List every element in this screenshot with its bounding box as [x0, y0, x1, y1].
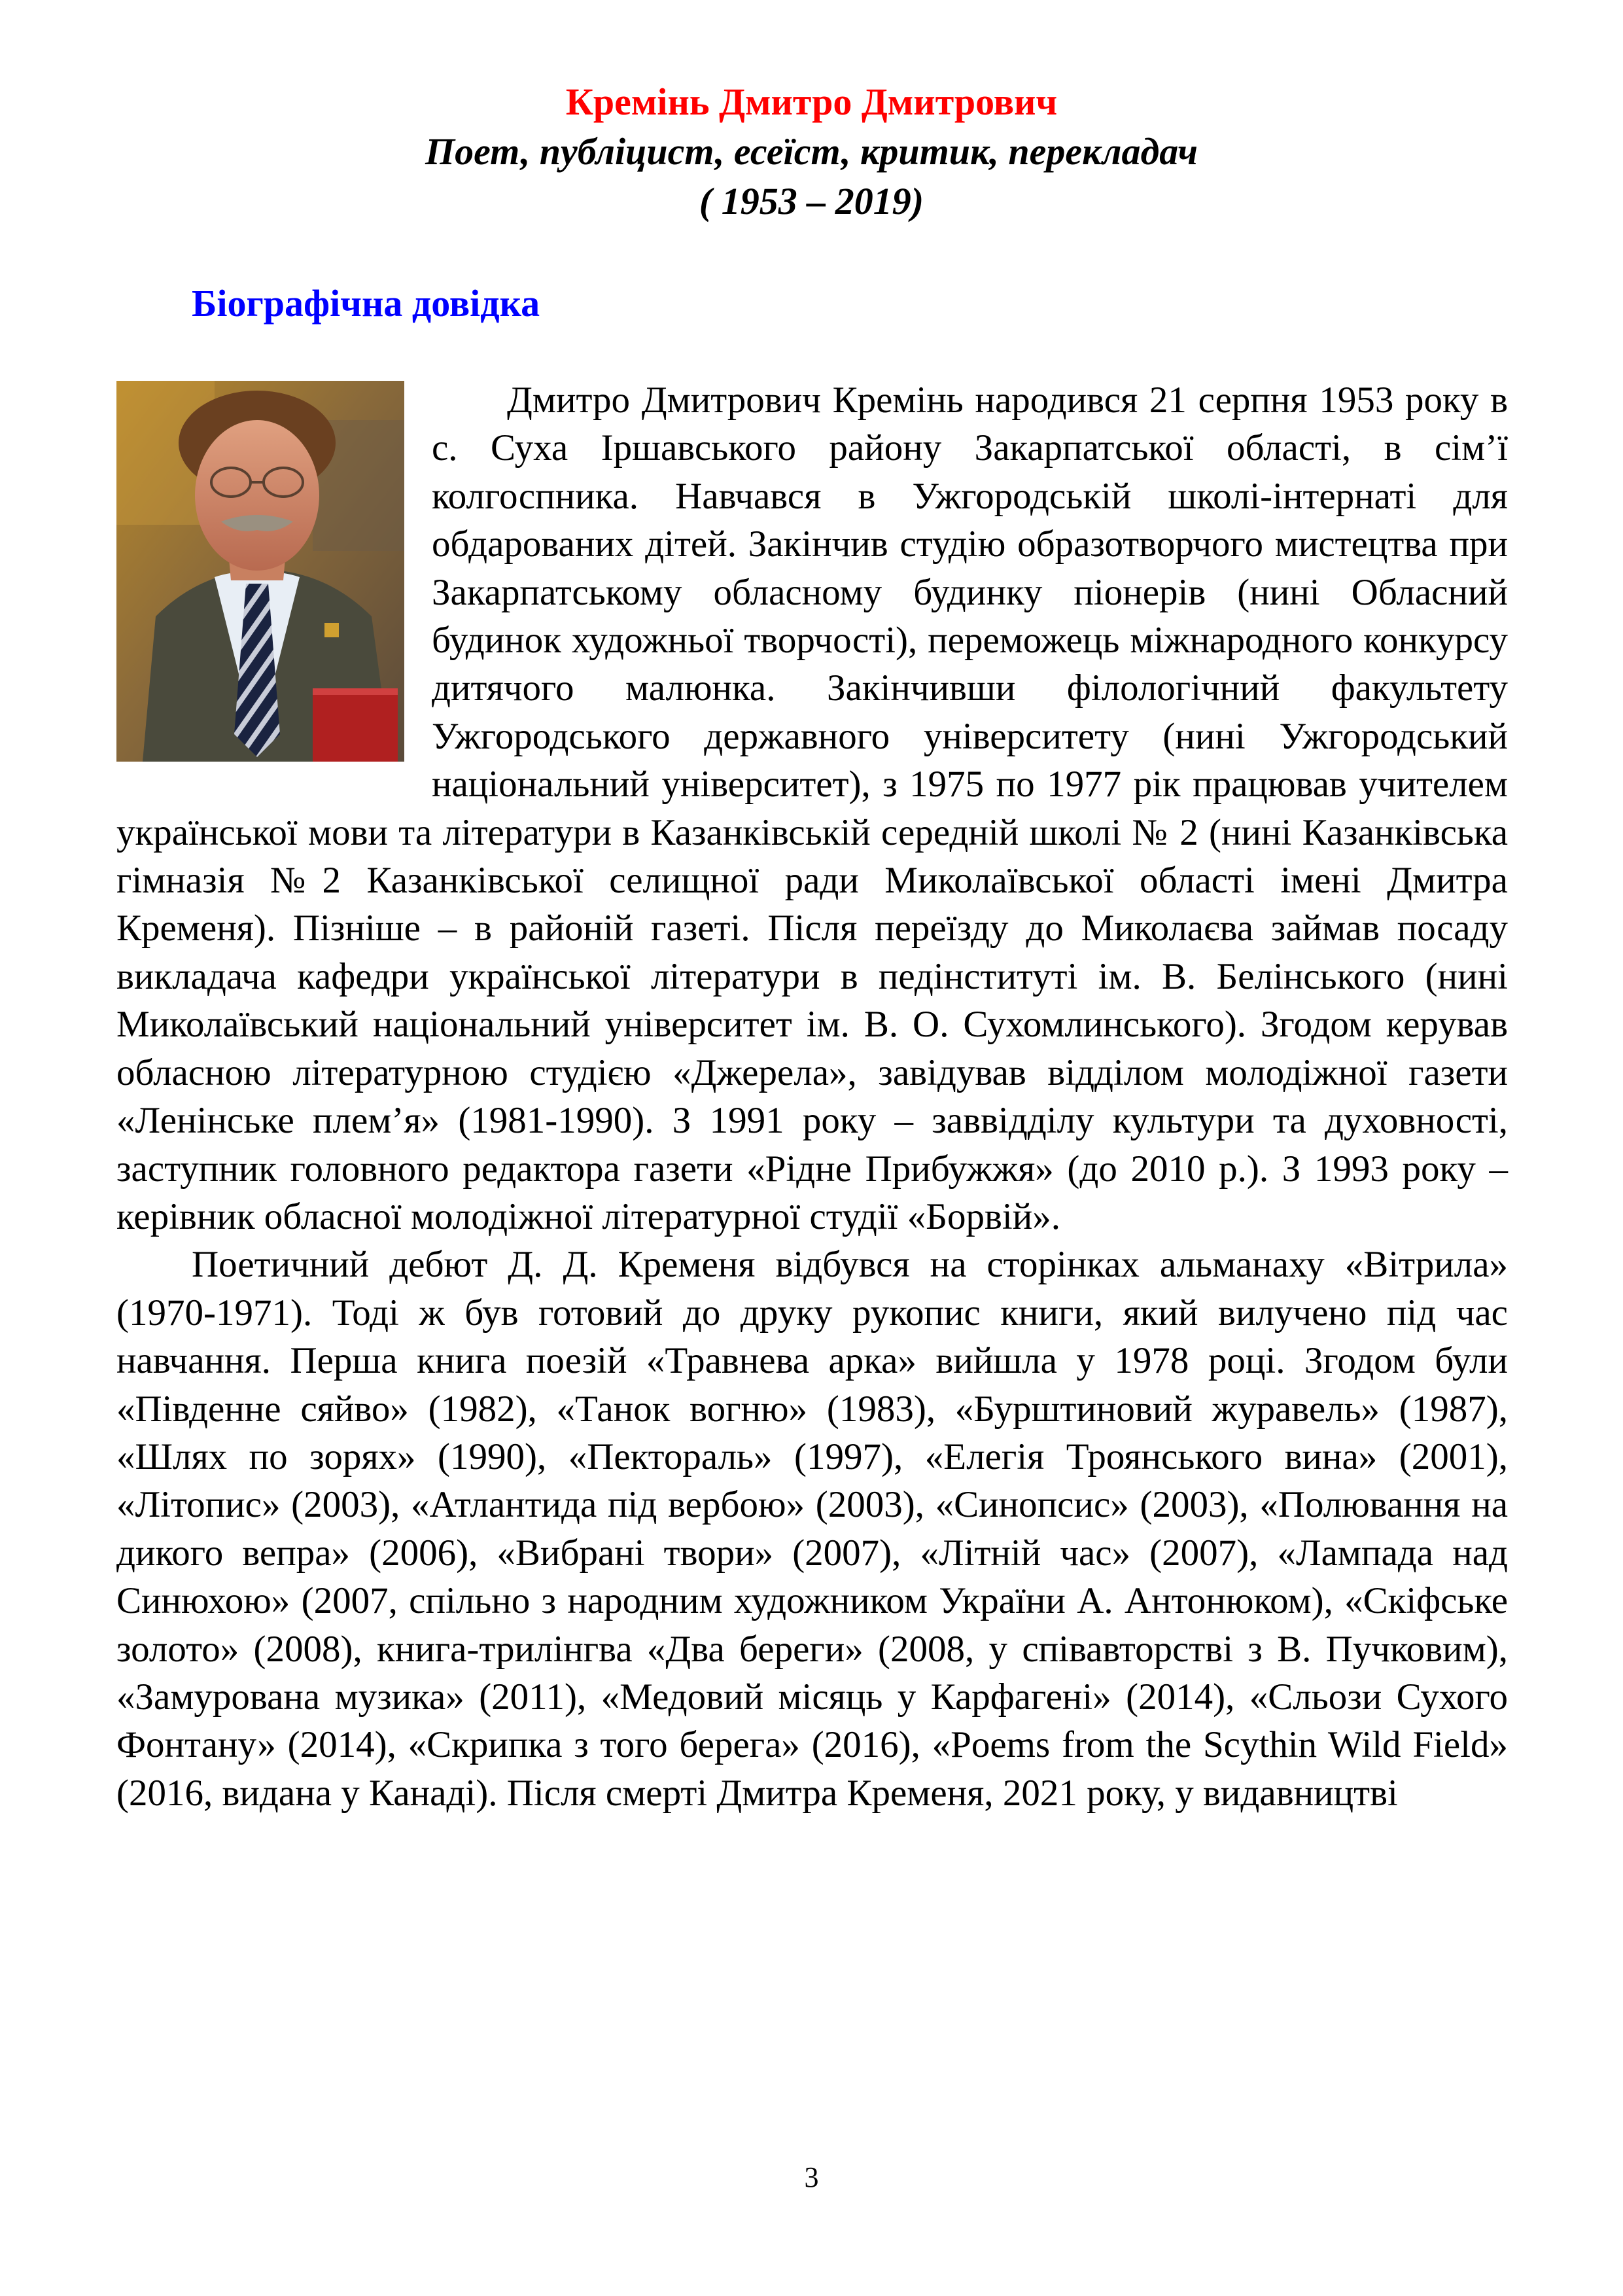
page-number: 3 — [804, 2161, 819, 2193]
author-years: ( 1953 – 2019) — [699, 180, 924, 222]
author-role: Поет, публіцист, есеїст, критик, перекладач — [425, 130, 1198, 173]
section-heading: Біографічна довідка — [192, 282, 540, 325]
paragraph-works: Поетичний дебют Д. Д. Кременя відбувся на сторінках альманаху «Вітрила» (1970-1971). Тоді ж був готовий до друку рукопис книги, який вилучено під час навчання. Перша книга поезій «Травнева арка» вийшла у 1978 році. Згодом були «Південне сяйво» (1982), «Танок вогню» (1983), «Бурштиновий журавель» (1987), «Шлях по зорях» (1990), «Пектораль» (1997), «Елегія Троянського вина» (2001), «Літопис» (2003), «Атлантида під вербою» (2003), «Синопсис» (2003), «Полювання на дикого вепра» (2006), «Вибрані твори» (2007), «Літній час» (2007), «Лампада над Синюхою» (2007, спільно з народним художником України А. Антонюком), «Скіфське золото» (2008), книга-трилінгва «Два береги» (2008, у співавторстві з В. Пучковим), «Замурована музика» (2011), «Медовий місяць у Карфагені» (2014), «Сльози Сухого Фонтану» (2014), «Скрипка з того берега» (2016), «Poems from the Scythin Wild Field» (2016, видана у Канаді). Після смерті Дмитра Кременя, 2021 року, у видавництві — [116, 1244, 1508, 1814]
photo-text-wrap-spacer — [116, 376, 432, 762]
body-text — [116, 376, 1508, 1817]
author-name: Кремінь Дмитро Дмитрович — [565, 80, 1058, 123]
paragraph-biography: Дмитро Дмитрович Кремінь народився 21 серпня 1953 року в с. Суха Іршавського району Закарпатської області, в сім’ї колгоспника. Навчався в Ужгородській школі-інтернаті для обдарованих дітей. Закінчив студію образотворчого мистецтва при Закарпатському обласному будинку піонерів (нині Обласний будинок художньої творчості), переможець міжнародного конкурсу дитячого малюнка. Закінчивши філологічний факультету Ужгородського державного університету (нині Ужгородський національний університет), з 1975 по 1977 рік працював учителем української мови та літератури в Казанківській середній школі № 2 (нині Казанківська гімназія №2 Казанківської селищної ради Миколаївської області імені Дмитра Кременя). Пізніше – в районій газеті. Після переїзду до Миколаєва займав посаду викладача кафедри української літератури в педінституті ім. В. Белінського (нині Миколаївський національний університет ім. В. О. Сухомлинського). Згодом керував обласною літературною студією «Джерела», завідував відділом молодіжної газети «Ленінське плем’я» (1981-1990). З 1991 року – заввідділу культури та духовності, заступник головного редактора газети «Рідне Прибужжя» (до 2010 р.). З 1993 року – керівник обласної молодіжної літературної студії «Борвій». — [116, 380, 1508, 1237]
